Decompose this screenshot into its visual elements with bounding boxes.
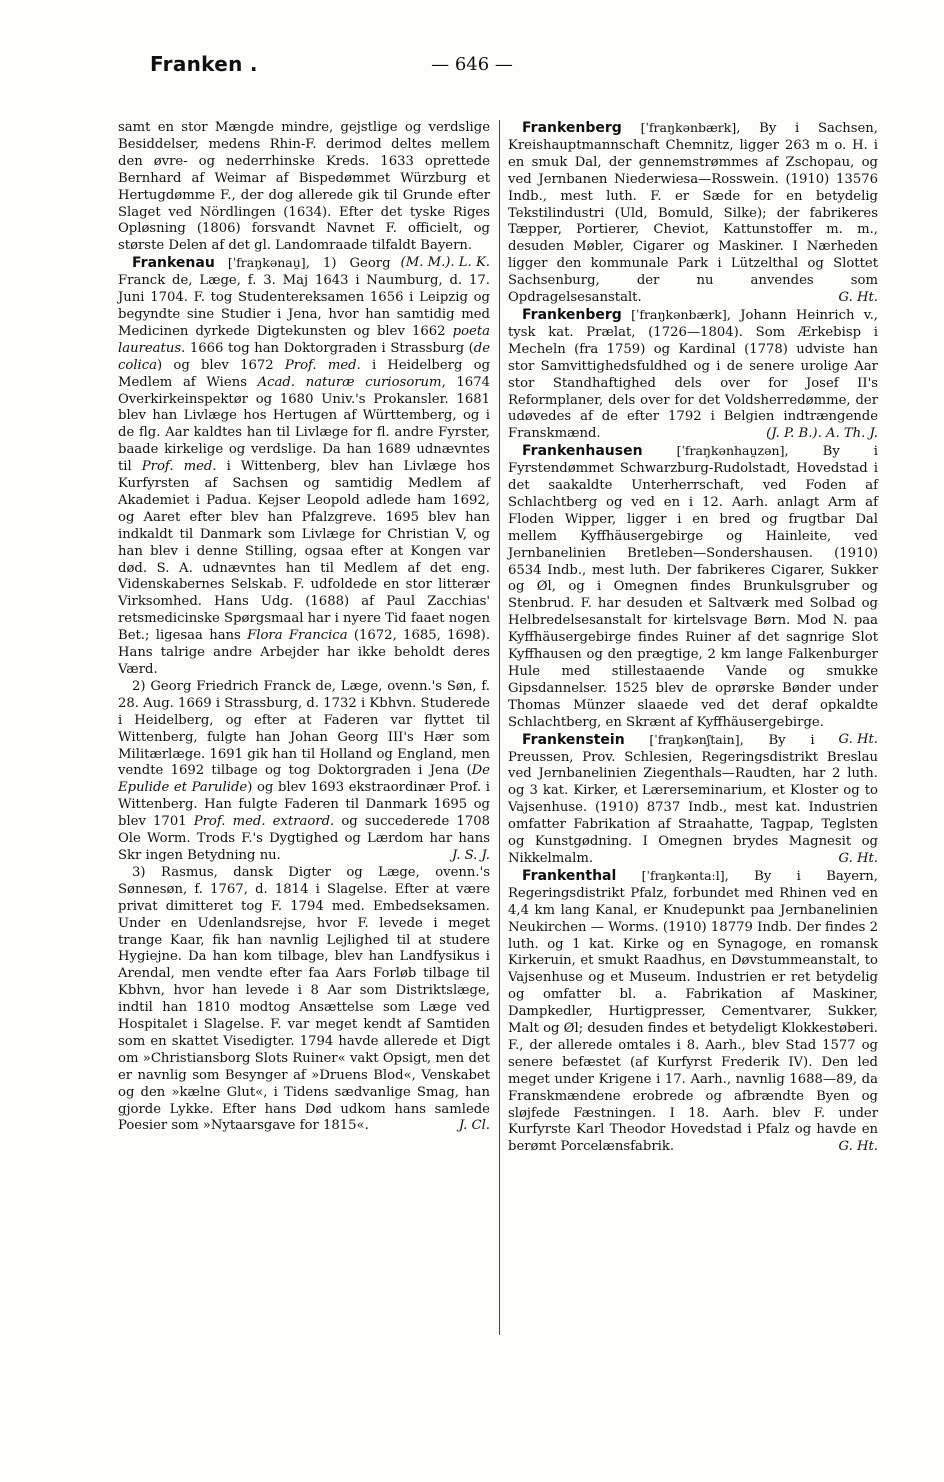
signature: (M. M.). L. K. xyxy=(400,255,490,271)
signature: G. Ht. xyxy=(838,850,878,866)
entry-text: ) og blev 1672 xyxy=(157,357,285,373)
pronunciation: [ˈfraŋkənbærk] xyxy=(631,306,727,322)
italic-text: Prof. med. xyxy=(284,357,361,373)
headword: Frankenau xyxy=(132,255,215,272)
page-number: — 646 — xyxy=(431,54,513,75)
pronunciation: [ˈfraŋkəntaːl] xyxy=(641,867,725,883)
entry-frankenau-sense-2 xyxy=(118,679,490,865)
headword: Frankenberg xyxy=(522,120,622,136)
entry-frankenau-sense-3 xyxy=(118,865,490,1136)
entry-text: 2) Georg Friedrich Franck de, Læge, ovenn.'s Søn, f. 28. Aug. 1669 i Strassburg, d. 1732 i Kbhvn. Studerede i Heidelberg, og efter at Faderen var flyttet til Wittenberg, fulgte han Johan Georg III's Hær som Militærlæge. 1691 gik han til Holland og England, men vendte 1692 tilbage og tog Doktorgraden i Jena ( xyxy=(118,678,490,779)
signature: G. Ht. xyxy=(838,290,878,306)
headword: Frankenthal xyxy=(522,867,617,884)
entry-text: i Heidelberg og Medlem af Wiens xyxy=(118,357,491,390)
pronunciation: [ˈfraŋkənʃtain] xyxy=(649,731,740,747)
signature: G. Ht. xyxy=(838,731,878,747)
signature: J. Cl. xyxy=(458,1118,490,1134)
entry-text: , Johann Heinrich v., tysk kat. Prælat, (1726—1804). Som Ærkebisp i Mecheln (fra 1759) og Kardinal (1778) udviste han stor Samvittighedsfuldhed og i de senere urolige Aar stor Standhaftighed dels over for Josef II's Reformplaner, dels over for det Voldsherredømme, der udøvedes af de efter 1792 i Belgien indtrængende Franskmænd. xyxy=(508,307,878,442)
italic-text: Flora Francica xyxy=(247,628,348,644)
entry-frankenau xyxy=(118,255,490,679)
italic-text: de colica xyxy=(118,340,490,373)
right-column xyxy=(508,120,878,1156)
entry-text: , By i Fyrstendømmet Schwarzburg-Rudolstadt, Hovedstad i det saakaldte Unterherrschaft, ved Foden af Schlachtberg og ved en i 12. Aarh. anlagt Arm af Floden Wipper, ligger i en bred og frugtbar Dal mellem Kyffhäusergebirge og Hainleite, ved Jernbanelinien Bretleben—Sondershausen. (1910) 6534 Indb., mest luth. Der fabrikeres Cigarer, Sukker og Øl, og i Omegnen findes Brunkulsgruber og Stenbrud. F. har desuden et Saltværk med Solbad og Helbredelsesanstalt for kirtelsvage Børn. Mod N. paa Kyffhäusergebirge findes Ruiner af det sagnrige Slot Kyffhausen og den prægtige, 2 km lange Falkenburger Hule med stillestaaende Vande og smukke Gipsdannelser. 1525 blev de oprørske Bønder under Thomas Münzer slaaede ved det deraf opkaldte Schlachtberg, en Skrænt af Kyffhäusergebirge. xyxy=(508,444,878,730)
entry-text: , By i Preussen, Prov. Schlesien, Regeringsdistrikt Breslau ved Jernbanelinien Ziegenthals—Raudten, har 2 luth. og 3 kat. Kirker, et Lærerseminarium, et Kloster og to Vajsenhuse. (1910) 8737 Indb., mest kat. Industrien omfatter Fabrikation af Straahatte, Tagpap, Teglsten og Kunstgødning. I Omegnen brydes Magnesit og Nikkelmalm. xyxy=(508,732,878,866)
signature: G. Ht. xyxy=(838,1139,878,1155)
entry-text: , 1674 Overkirkeinspektør og 1680 Univ.'s Prokansler. 1681 blev han Livlæge hos Hertugen af Württemberg, og i de flg. Aar kaldtes han til Livlæge for fl. andre Fyrster, baade kirkelige og verdslige. Da han 1689 udnævntes til xyxy=(118,374,490,475)
headword: Frankenstein xyxy=(522,731,625,748)
entry-text: , By i Bayern, Regeringsdistrikt Pfalz, forbundet med Rhinen ved en 4,4 km lang Kanal, er Knudepunkt paa Jernbanelinien Neukirchen — Worms. (1910) 18779 Indb. Der findes 2 luth. og 1 kat. Kirke og en Synagoge, en romansk Kirkeruin, et smukt Raadhus, en Døvstummeanstalt, to Vajsenhuse og et Museum. Industrien er ret betydelig og omfatter bl. a. Fabrikation af Maskiner, Dampkedler, Hurtigpresser, Cementvarer, Sukker, Malt og Øl; desuden findes et betydeligt Klokkestøberi. F., der allerede omtales i 8. Aarh., blev Stad 1577 og senere befæstet (af Kurfyrst Frederik IV). Den led meget under Krigene i 17. Aarh., navnlig 1688—89, da Franskmændene erobrede og afbrændte Byen og sløjfede Fæstningen. I 18. Aarh. blev F. under Kurfyrste Karl Theodor Hovedstad i Pfalz og havde en berømt Porcelænsfabrik. xyxy=(508,868,878,1155)
running-head: Franken . xyxy=(150,52,258,76)
italic-text: Prof. med. extraord. xyxy=(193,814,335,830)
continuation-text: samt en stor Mængde mindre, gejstlige og verdslige Besiddelser, medens Rhin-F. derimod deltes mellem den øvre- og nederrhinske Kreds. 1633 oprettede Bernhard af Weimar af Bispedømmet Würzburg et Hertugdømme F., der dog allerede gik til Grunde efter Slaget ved Nördlingen (1634). Efter det tyske Riges Opløsning (1806) forsvandt Navnet F. officielt, og største Delen af det gl. Landomraade tilfaldt Bayern. xyxy=(118,120,490,254)
page-header xyxy=(0,52,944,92)
entry-frankenstein xyxy=(508,732,878,868)
entry-text: (1672, 1685, 1698). Hans talrige andre Arbejder har ikke beholdt deres Værd. xyxy=(118,628,491,677)
column-divider xyxy=(499,120,500,1335)
headword: Frankenberg xyxy=(522,306,622,323)
signature: J. S. J. xyxy=(451,847,490,863)
entry-text: 3) Rasmus, dansk Digter og Læge, ovenn.'s Sønnesøn, f. 1767, d. 1814 i Slagelse. Efter at være privat dimitteret tog F. 1794 med. Embedseksamen. Under en Udenlandsrejse, hvor F. levede i meget trange Kaar, fik han navnlig Lejlighed til at studere Hygiejne. Da han kom tilbage, blev han Landfysikus i Arendal, men vendte efter faa Aars Forløb tilbage til Kbhvn, hvor han levede i 8 Aar som Distriktslæge, indtil han 1810 modtog Ansættelse som Læge ved Hospitalet i Slagelse. F. var meget kendt af Samtiden som en skattet Visedigter. 1794 havde allerede et Digt om »Christiansborg Slots Ruiner« vakt Opsigt, men det er navnlig som Besynger af »Druens Blod«, Venskabet og den »kælne Glut«, i Tidens sædvanlige Smag, han gjorde Lykke. Efter hans Død udkom hans samlede Poesier som »Nytaarsgave for 1815«. xyxy=(118,864,490,1134)
left-column xyxy=(118,120,490,1135)
pronunciation: [ˈfraŋkənbærk] xyxy=(640,120,737,135)
italic-text: poeta laureatus xyxy=(118,323,490,356)
italic-text: Prof. med. xyxy=(141,459,217,475)
entry-frankenberg-person xyxy=(508,307,878,443)
headword: Frankenhausen xyxy=(522,443,643,460)
entry-frankenberg-town xyxy=(508,120,878,307)
italic-text: De Epulide et Parulide xyxy=(118,763,490,796)
entry-text: , 1) Georg Franck de, Læge, f. 3. Maj 1643 i Naumburg, d. 17. Juni 1704. F. tog Studentereksamen 1656 i Leipzig og begyndte sine Studier i Jena, hvor han samtidig med Medicinen dyrkede Digtekunsten og blev 1662 xyxy=(118,256,490,339)
entry-text: ) og blev 1693 ekstraordinær Prof. i Wittenberg. Han fulgte Faderen til Danmark 1695 og blev 1701 xyxy=(118,780,490,830)
entry-frankenthal xyxy=(508,868,878,1156)
entry-text: og succederede 1708 Ole Worm. Trods F.'s Dygtighed og Lærdom har hans Skr ingen Betydning nu. xyxy=(118,814,490,863)
entry-text: , By i Sachsen, Kreishauptmannschaft Chemnitz, ligger 263 m o. H. i en smuk Dal, der gennemstrømmes af Zschopau, og ved Jernbanen Niederwiesa—Rosswein. (1910) 13576 Indb., mest luth. F. er Sæde for en betydelig Tekstilindustri (Uld, Bomuld, Silke); der fabrikeres Tæpper, Portierer, Cheviot, Kattunstoffer m. m., desuden Møbler, Cigarer og Maskiner. I Nærheden ligger den kommunale Park i Lützelthal og Slottet Sachsenburg, der nu anvendes som Opdragelsesanstalt. xyxy=(508,121,878,306)
entry-text: . 1666 tog han Doktorgraden i Strassburg ( xyxy=(181,340,474,356)
entry-text: i Wittenberg, blev han Livlæge hos Kurfyrsten af Sachsen og samtidig Medlem af Akademiet i Padua. Kejser Leopold adlede ham 1692, og Aaret efter blev han Pfalzgreve. 1695 blev han indkaldt til Danmark som Livlæge for Christian V, og han blev i denne Stilling, ogsaa efter at Kongen var død. S. A. udnævntes han til Medlem af det eng. Videnskabernes Selskab. F. udfoldede en stor litterær Virksomhed. Hans Udg. (1688) af Paul Zacchias' retsmedicinske Spørgsmaal har i nyere Tid faaet nogen Bet.; ligesaa hans xyxy=(118,459,490,644)
signature: (J. P. B.). A. Th. J. xyxy=(766,426,878,442)
italic-text: Acad. naturæ curiosorum xyxy=(257,374,442,390)
pronunciation: [ˈfraŋkənhau̯zən] xyxy=(676,443,785,459)
pronunciation: [ˈfraŋkənau̯] xyxy=(227,255,306,271)
